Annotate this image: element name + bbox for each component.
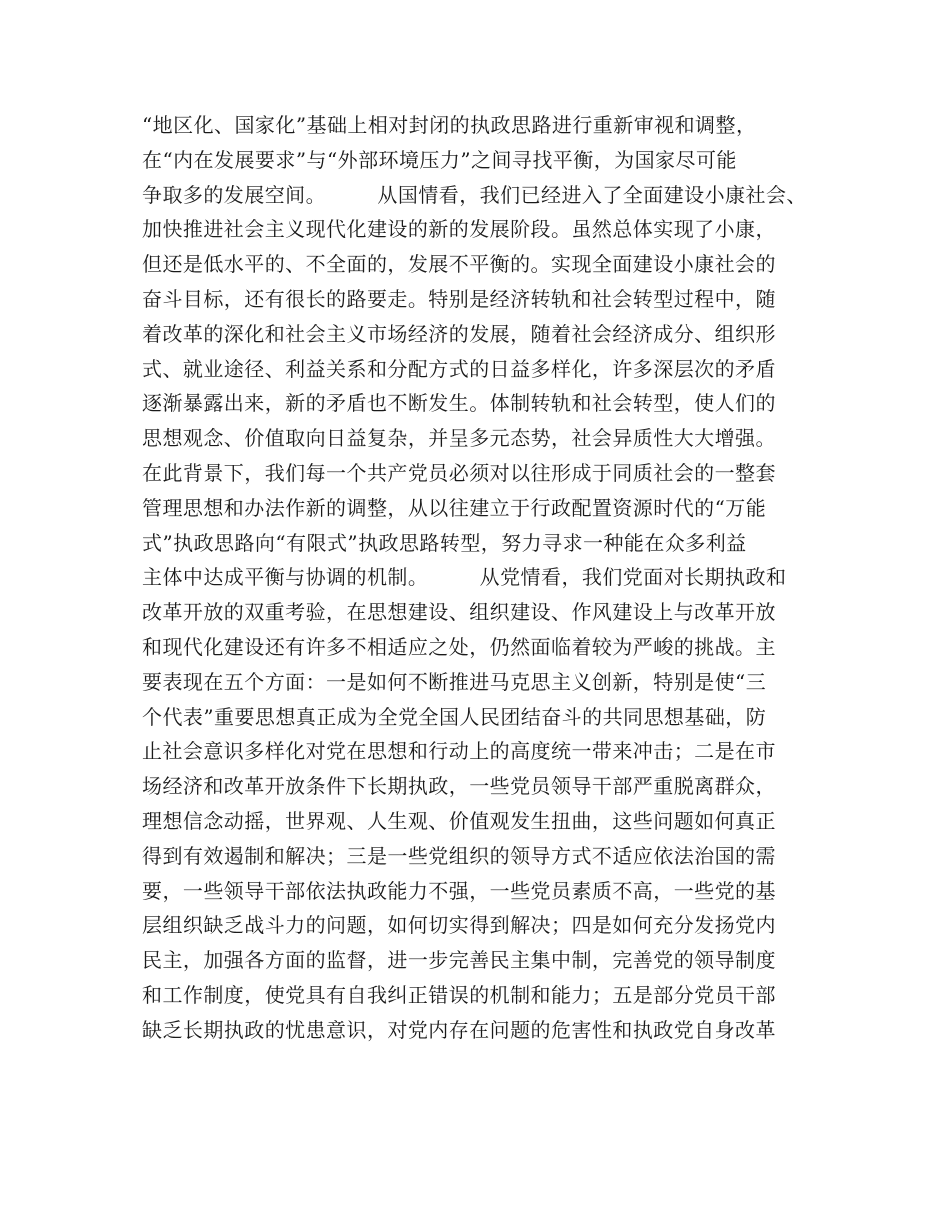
text-line: 和现代化建设还有许多不相适应之处，仍然面临着较为严峻的挑战。主: [142, 634, 776, 659]
text-line: 着改革的深化和社会主义市场经济的发展，随着社会经济成分、组织形: [142, 321, 776, 346]
text-line: 争取多的发展空间。 从国情看，我们已经进入了全面建设小康社会、: [142, 182, 807, 207]
text-line: 在“内在发展要求”与“外部环境压力”之间寻找平衡，为国家尽可能: [142, 147, 737, 172]
body-text: [142, 108, 842, 1048]
text-line: 奋斗目标，还有很长的路要走。特别是经济转轨和社会转型过程中，随: [142, 286, 776, 311]
text-line: 在此背景下，我们每一个共产党员必须对以往形成于同质社会的一整套: [142, 460, 776, 485]
text-line: 管理思想和办法作新的调整，从以往建立于行政配置资源时代的“万能: [142, 495, 767, 520]
text-line: 加快推进社会主义现代化建设的新的发展阶段。虽然总体实现了小康，: [142, 217, 776, 242]
text-line: 但还是低水平的、不全面的，发展不平衡的。实现全面建设小康社会的: [142, 252, 776, 277]
text-line: 逐渐暴露出来，新的矛盾也不断发生。体制转轨和社会转型，使人们的: [142, 391, 776, 416]
text-line: 和工作制度，使党具有自我纠正错误的机制和能力；五是部分党员干部: [142, 982, 776, 1007]
text-line: 式、就业途径、利益关系和分配方式的日益多样化，许多深层次的矛盾: [142, 356, 776, 381]
text-line: 得到有效遏制和解决；三是一些党组织的领导方式不适应依法治国的需: [142, 843, 776, 868]
text-line: 个代表”重要思想真正成为全党全国人民团结奋斗的共同思想基础，防: [142, 704, 767, 729]
text-line: 场经济和改革开放条件下长期执政，一些党员领导干部严重脱离群众，: [142, 774, 776, 799]
text-line: 改革开放的双重考验，在思想建设、组织建设、作风建设上与改革开放: [142, 600, 776, 625]
text-line: 缺乏长期执政的忧患意识，对党内存在问题的危害性和执政党自身改革: [142, 1017, 776, 1042]
text-line: 理想信念动摇，世界观、人生观、价值观发生扭曲，这些问题如何真正: [142, 808, 776, 833]
text-line: “地区化、国家化”基础上相对封闭的执政思路进行重新审视和调整，: [142, 113, 757, 137]
text-line: 民主，加强各方面的监督，进一步完善民主集中制，完善党的领导制度: [142, 948, 776, 973]
text-line: 主体中达成平衡与协调的机制。 从党情看，我们党面对长期执政和: [142, 565, 787, 590]
text-line: 要，一些领导干部依法执政能力不强，一些党员素质不高，一些党的基: [142, 878, 776, 903]
text-line: 思想观念、价值取向日益复杂，并呈多元态势，社会异质性大大增强。: [142, 426, 776, 451]
text-line: 层组织缺乏战斗力的问题，如何切实得到解决；四是如何充分发扬党内: [142, 913, 776, 938]
text-line: 式”执政思路向“有限式”执政思路转型，努力寻求一种能在众多利益: [142, 530, 747, 555]
text-line: 止社会意识多样化对党在思想和行动上的高度统一带来冲击；二是在市: [142, 739, 776, 764]
text-line: 要表现在五个方面：一是如何不断推进马克思主义创新，特别是使“三: [142, 669, 767, 694]
